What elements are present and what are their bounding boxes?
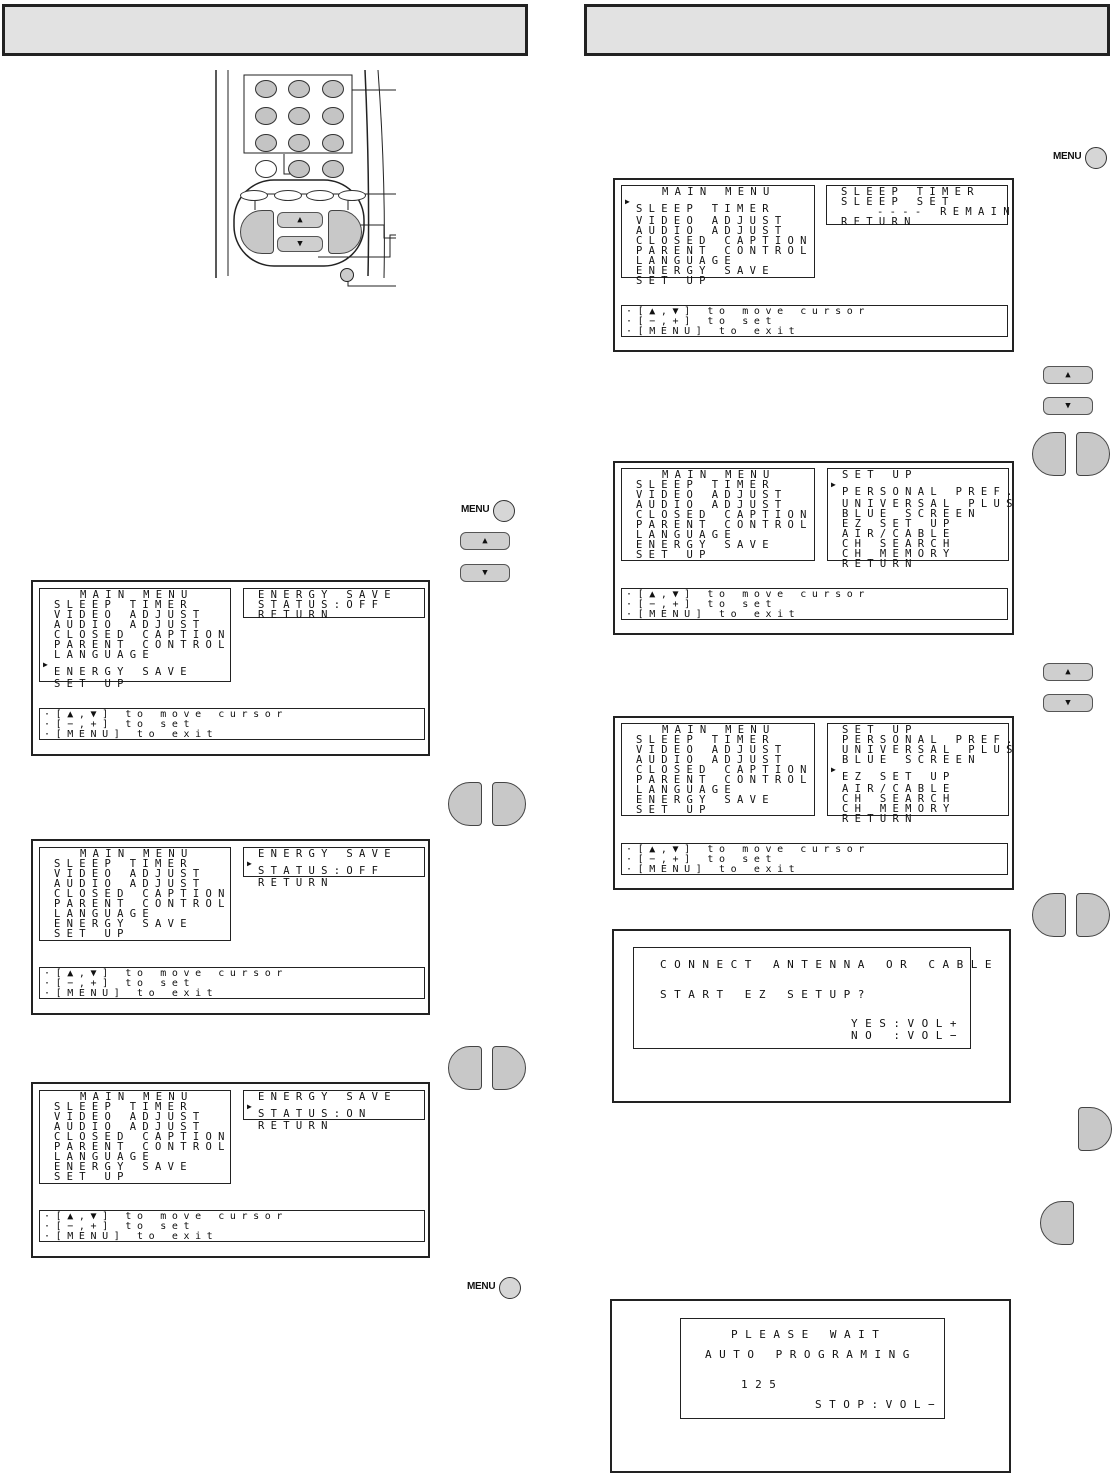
osd-text-line: SET UP — [636, 549, 712, 561]
sleep-timer-submenu — [826, 185, 1016, 228]
vol-plus-button-icon — [492, 782, 526, 826]
osd-text-line: RETURN — [258, 609, 334, 621]
osd-text-line: LANGUAGE — [636, 784, 737, 796]
osd-text-line: UNIVERSAL PLUS — [842, 498, 1019, 510]
osd-text-line: AUDIO ADJUST — [636, 754, 788, 766]
osd-text-line: ·[▲,▼] to move cursor — [44, 709, 289, 720]
right-section-header — [584, 4, 1110, 56]
osd-text-line: MENU — [461, 504, 490, 515]
remote-oval-key — [240, 190, 268, 201]
ez-setup-dialog — [633, 947, 999, 1049]
tv-screen-setup-personal-pref — [613, 461, 1019, 635]
help-box — [39, 1210, 425, 1242]
main-menu-box — [39, 588, 231, 690]
cursor-arrow-icon: ▶ — [831, 480, 836, 489]
osd-text-line: PARENT CONTROL — [54, 898, 231, 910]
osd-text-line: SET UP — [54, 928, 130, 940]
help-box — [621, 843, 1008, 875]
osd-text-line: ·[−,+] to set — [44, 1221, 196, 1232]
osd-text-line: VIDEO ADJUST — [636, 215, 788, 227]
osd-text-line: CLOSED CAPTION — [636, 509, 813, 521]
main-menu-box — [39, 1090, 231, 1184]
vol-minus-button-icon — [448, 1046, 482, 1090]
energy-save-submenu — [243, 588, 425, 621]
osd-text-line: ·[MENU] to exit — [626, 864, 801, 875]
left-section-header — [2, 4, 528, 56]
osd-text-line: AIR/CABLE — [842, 783, 956, 795]
channel-up-button-icon — [1043, 366, 1093, 384]
help-box — [39, 967, 425, 999]
osd-text-line: SET UP — [842, 469, 918, 481]
osd-text-line: AUDIO ADJUST — [54, 1121, 206, 1133]
remote-number-key — [322, 107, 344, 125]
remote-number-key — [255, 80, 277, 98]
main-menu-box — [621, 723, 815, 816]
osd-text-line: MENU — [1053, 151, 1082, 162]
osd-text-line: AUTO PROGRAMING — [705, 1348, 917, 1361]
menu-button-icon — [467, 1277, 519, 1299]
osd-text-line: 125 — [741, 1378, 784, 1391]
osd-text-line: ·[−,+] to set — [44, 719, 196, 730]
osd-text-line: LANGUAGE — [54, 649, 155, 661]
remote-number-key — [322, 160, 344, 178]
osd-text-line: LANGUAGE — [636, 529, 737, 541]
osd-text-line: STOP:VOL− — [815, 1398, 943, 1411]
help-box — [621, 305, 1008, 337]
osd-text-line: SLEEP TIMER — [841, 186, 980, 198]
osd-text-line: EZ SET UP — [842, 771, 956, 783]
osd-text-line: CH SEARCH — [842, 793, 956, 805]
osd-text-line: RETURN — [258, 1120, 334, 1132]
cursor-arrow-icon: ▶ — [247, 859, 252, 868]
vol-minus-button-icon — [448, 782, 482, 826]
osd-text-line: CLOSED CAPTION — [54, 888, 231, 900]
osd-text-line: BLUE SCREEN — [842, 508, 981, 520]
osd-text-line: ·[−,+] to set — [626, 316, 778, 327]
vol-minus-button-icon — [1032, 893, 1066, 937]
tv-screen-ez-setup-prompt — [612, 929, 1011, 1103]
osd-text-line: ENERGY SAVE — [636, 265, 775, 277]
osd-text-line: ·[−,+] to set — [626, 599, 778, 610]
osd-text-line: AUDIO ADJUST — [636, 225, 788, 237]
osd-text-line: PARENT CONTROL — [54, 639, 231, 651]
channel-up-button-icon — [460, 532, 510, 550]
osd-text-line: VIDEO ADJUST — [636, 489, 788, 501]
osd-text-line: ▲ — [1065, 667, 1071, 677]
auto-program-dialog — [680, 1318, 945, 1419]
channel-up-button-icon — [1043, 663, 1093, 681]
osd-text-line: ▲ — [482, 536, 488, 546]
osd-text-line: ▼ — [482, 568, 488, 578]
vol-plus-button-icon — [492, 1046, 526, 1090]
osd-text-line: ·[▲,▼] to move cursor — [44, 1211, 289, 1222]
osd-text-line: ENERGY SAVE — [54, 666, 193, 678]
osd-text-line: MAIN MENU — [80, 1091, 194, 1103]
tv-screen-energy-status-off — [31, 839, 430, 1015]
tv-screen-setup-ez-set-up — [613, 716, 1019, 890]
remote-number-key — [322, 134, 344, 152]
osd-text-line: STATUS:OFF — [258, 865, 385, 877]
osd-text-line: ·[▲,▼] to move cursor — [44, 968, 289, 979]
osd-text-line: LANGUAGE — [54, 908, 155, 920]
osd-text-line: SLEEP SET — [841, 196, 955, 208]
cursor-arrow-icon: ▶ — [625, 197, 630, 206]
help-box — [621, 588, 1008, 620]
osd-text-line: AUDIO ADJUST — [54, 878, 206, 890]
setup-submenu — [827, 723, 1019, 825]
osd-text-line: ▼ — [1065, 401, 1071, 411]
osd-text-line: MAIN MENU — [662, 724, 776, 736]
osd-text-line: YES:VOL+ — [851, 1017, 964, 1030]
osd-text-line: ---- REMAIN — [877, 206, 1016, 218]
osd-text-line: MAIN MENU — [80, 589, 194, 601]
osd-text-line: BLUE SCREEN — [842, 754, 981, 766]
remote-oval-key — [306, 190, 334, 201]
vol-minus-button-icon — [1040, 1201, 1074, 1245]
channel-down-button-icon — [1043, 694, 1093, 712]
channel-down-button-icon — [460, 564, 510, 582]
osd-text-line: ENERGY SAVE — [54, 918, 193, 930]
osd-text-line: CLOSED CAPTION — [636, 764, 813, 776]
osd-text-line: SLEEP TIMER — [54, 599, 193, 611]
osd-text-line: STATUS:OFF — [258, 599, 385, 611]
osd-text-line: ▲ — [1065, 370, 1071, 380]
remote-number-key — [288, 134, 310, 152]
osd-text-line: ·[MENU] to exit — [44, 729, 219, 740]
osd-text-line: RETURN — [258, 877, 334, 889]
osd-text-line: PARENT CONTROL — [636, 519, 813, 531]
osd-text-line: SLEEP TIMER — [54, 1101, 193, 1113]
osd-text-line: ·[▲,▼] to move cursor — [626, 589, 871, 600]
remote-control-illustration — [200, 70, 420, 300]
remote-ch-down-key — [277, 236, 323, 252]
osd-text-line: PERSONAL PREF. — [842, 486, 1019, 498]
osd-text-line: ENERGY SAVE — [636, 539, 775, 551]
remote-number-key — [322, 80, 344, 98]
osd-text-line: SET UP — [54, 1171, 130, 1183]
osd-text-line: MAIN MENU — [80, 848, 194, 860]
osd-text-line: START EZ SETUP? — [660, 988, 872, 1001]
energy-save-submenu — [243, 847, 425, 889]
osd-text-line: SLEEP TIMER — [636, 734, 775, 746]
remote-number-key — [288, 160, 310, 178]
osd-text-line: ENERGY SAVE — [258, 848, 397, 860]
osd-text-line: CLOSED CAPTION — [636, 235, 813, 247]
osd-text-line: CLOSED CAPTION — [54, 629, 231, 641]
osd-text-line: ▼ — [297, 239, 303, 249]
tv-screen-sleep-timer — [613, 178, 1014, 352]
osd-text-line: CH SEARCH — [842, 538, 956, 550]
tv-screen-energy-status-on — [31, 1082, 430, 1258]
tv-screen-energy-save-select — [31, 580, 430, 756]
main-menu-box — [39, 847, 231, 941]
osd-text-line: PERSONAL PREF. — [842, 734, 1019, 746]
main-menu-box — [621, 185, 815, 287]
osd-text-line: ·[MENU] to exit — [626, 326, 801, 337]
osd-text-line: CH MEMORY — [842, 803, 956, 815]
vol-plus-button-icon — [1076, 432, 1110, 476]
osd-text-line: ENERGY SAVE — [258, 589, 397, 601]
osd-text-line: AIR/CABLE — [842, 528, 956, 540]
osd-text-line: ·[MENU] to exit — [44, 1231, 219, 1242]
osd-text-line: VIDEO ADJUST — [54, 1111, 206, 1123]
osd-text-line: STATUS:ON — [258, 1108, 372, 1120]
remote-menu-key — [340, 268, 354, 282]
osd-text-line: NO :VOL− — [851, 1029, 964, 1042]
cursor-arrow-icon: ▶ — [43, 660, 48, 669]
vol-plus-button-icon — [1076, 893, 1110, 937]
osd-text-line: LANGUAGE — [636, 255, 737, 267]
osd-text-line: ENERGY SAVE — [258, 1091, 397, 1103]
osd-text-line: ENERGY SAVE — [636, 794, 775, 806]
menu-button-icon — [1053, 147, 1107, 169]
osd-text-line: ▲ — [297, 215, 303, 225]
osd-text-line: PARENT CONTROL — [636, 245, 813, 257]
osd-text-line: PARENT CONTROL — [54, 1141, 231, 1153]
osd-text-line: SET UP — [842, 724, 918, 736]
osd-text-line: UNIVERSAL PLUS — [842, 744, 1019, 756]
osd-text-line: SET UP — [636, 275, 712, 287]
osd-text-line: CLOSED CAPTION — [54, 1131, 231, 1143]
tv-screen-auto-programming — [610, 1299, 1011, 1473]
vol-minus-button-icon — [1032, 432, 1066, 476]
osd-text-line: MAIN MENU — [662, 469, 776, 481]
osd-text-line: MAIN MENU — [662, 186, 776, 198]
cursor-arrow-icon: ▶ — [247, 1102, 252, 1111]
osd-text-line: ·[−,+] to set — [626, 854, 778, 865]
menu-button-icon — [461, 500, 513, 522]
help-box — [39, 708, 425, 740]
osd-text-line: RETURN — [842, 813, 918, 825]
osd-text-line: MENU — [467, 1281, 496, 1292]
remote-oval-key — [338, 190, 366, 201]
energy-save-submenu — [243, 1090, 425, 1132]
main-menu-box — [621, 468, 815, 561]
osd-text-line: RETURN — [841, 216, 917, 228]
osd-text-line: SET UP — [54, 678, 130, 690]
osd-text-line: AUDIO ADJUST — [54, 619, 206, 631]
remote-oval-key — [274, 190, 302, 201]
remote-number-key — [255, 107, 277, 125]
channel-down-button-icon — [1043, 397, 1093, 415]
osd-text-line: CONNECT ANTENNA OR CABLE — [660, 958, 999, 971]
osd-text-line: ▼ — [1065, 698, 1071, 708]
osd-text-line: SLEEP TIMER — [636, 203, 775, 215]
osd-text-line: ·[MENU] to exit — [626, 609, 801, 620]
setup-submenu — [827, 468, 1019, 570]
cursor-arrow-icon: ▶ — [831, 765, 836, 774]
osd-text-line: CH MEMORY — [842, 548, 956, 560]
osd-text-line: SET UP — [636, 804, 712, 816]
osd-text-line: VIDEO ADJUST — [636, 744, 788, 756]
remote-number-key — [288, 80, 310, 98]
remote-number-key — [255, 134, 277, 152]
osd-text-line: ·[▲,▼] to move cursor — [626, 306, 871, 317]
osd-text-line: LANGUAGE — [54, 1151, 155, 1163]
osd-text-line: PARENT CONTROL — [636, 774, 813, 786]
osd-text-line: PLEASE WAIT — [731, 1328, 887, 1341]
osd-text-line: RETURN — [842, 558, 918, 570]
osd-text-line: VIDEO ADJUST — [54, 868, 206, 880]
osd-text-line: SLEEP TIMER — [54, 858, 193, 870]
osd-text-line: EZ SET UP — [842, 518, 956, 530]
remote-number-key — [288, 107, 310, 125]
osd-text-line: SLEEP TIMER — [636, 479, 775, 491]
osd-text-line: AUDIO ADJUST — [636, 499, 788, 511]
osd-text-line: ENERGY SAVE — [54, 1161, 193, 1173]
osd-text-line: ·[▲,▼] to move cursor — [626, 844, 871, 855]
remote-ch-up-key — [277, 212, 323, 228]
osd-text-line: ·[MENU] to exit — [44, 988, 219, 999]
remote-number-key — [255, 160, 277, 178]
osd-text-line: VIDEO ADJUST — [54, 609, 206, 621]
osd-text-line: ·[−,+] to set — [44, 978, 196, 989]
vol-plus-button-icon — [1078, 1107, 1112, 1151]
